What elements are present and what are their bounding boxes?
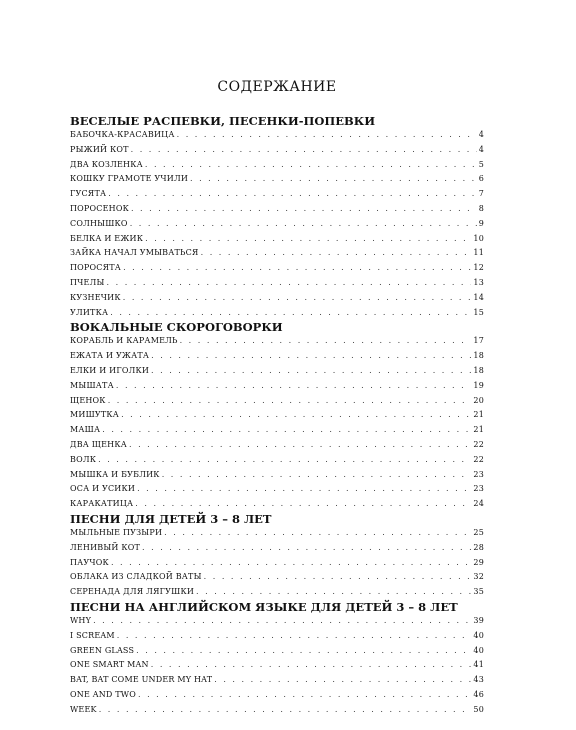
toc-section [70,320,484,512]
toc-entry-page: 17 [473,336,484,346]
dot-leader [177,128,477,143]
dot-leader [116,379,472,394]
toc-entry [70,334,484,349]
dot-leader [135,497,471,512]
toc-entry-label: КАРАКАТИЦА [70,499,134,509]
toc-entry-page: 6 [478,174,484,184]
toc-entry-page: 22 [473,454,484,464]
toc-entry-label: ONE AND TWO [70,689,136,699]
dot-leader [145,232,471,247]
toc-entry-label: BAT, BAT COME UNDER MY HAT [70,675,213,685]
toc-entry-page: 4 [478,130,484,139]
dot-leader [131,143,477,158]
toc-entry [70,349,484,364]
toc-entry [70,202,484,217]
toc-entry-label: КОРАБЛЬ И КАРАМЕЛЬ [70,336,178,346]
toc-entry [70,658,484,673]
toc-entry-page: 18 [473,351,484,361]
dot-leader [196,585,471,600]
dot-leader [145,158,477,173]
toc-entry-page: 21 [473,410,484,420]
toc-entry-page: 9 [478,218,484,228]
toc-entry [70,688,484,703]
dot-leader [164,526,471,541]
toc-entry-label: ГУСЯТА [70,189,107,199]
toc-entry-page: 23 [473,484,484,494]
toc-entry [70,408,484,423]
dot-leader [142,541,471,556]
toc-entry-label: БЕЛКА И ЕЖИК [70,233,144,243]
toc-entry-label: WEEK [70,704,97,714]
toc-entry-page: 23 [473,469,484,479]
toc-entry [70,570,484,585]
toc-entry [70,379,484,394]
dot-leader [151,349,471,364]
toc-entry [70,644,484,659]
toc-entry-page: 35 [473,587,484,597]
toc-entry-page: 10 [473,233,484,243]
toc-entry-page: 11 [473,248,484,258]
toc-entry-page: 15 [473,307,484,317]
toc-entry-label: ОБЛАКА ИЗ СЛАДКОЙ ВАТЫ [70,572,202,582]
toc-entry [70,394,484,409]
dot-leader [123,291,472,306]
toc-entry-label: WHY [70,615,92,625]
dot-leader [138,688,471,703]
dot-leader [107,276,472,291]
toc-entry [70,556,484,571]
toc-entry-page: 8 [478,203,484,213]
dot-leader [117,629,472,644]
toc-entry-page: 20 [473,395,484,405]
toc-entry-label: РЫЖИЙ КОТ [70,144,129,154]
toc-entry-label: ЕЛКИ И ИГОЛКИ [70,365,150,375]
toc-section [70,600,484,718]
toc-entry [70,261,484,276]
toc-entry [70,526,484,541]
toc-entry-label: GREEN GLASS [70,645,135,655]
toc-entry-label: МЫШАТА [70,380,114,390]
toc-entry-label: ВОЛК [70,454,97,464]
toc-entry-label: ДВА ЩЕНКА [70,439,127,449]
toc-entry-label: I SCREAM [70,630,115,640]
toc-entry [70,703,484,718]
dot-leader [214,673,471,688]
toc-entry-label: ЗАЙКА НАЧАЛ УМЫВАТЬСЯ [70,248,199,258]
toc-entry-label: ЕЖАТА И УЖАТА [70,351,150,361]
toc-entry [70,306,484,321]
toc-entry-label: КУЗНЕЧИК [70,292,121,302]
toc-entry-label: МИШУТКА [70,410,120,420]
toc-entry-page: 40 [473,630,484,640]
toc-entry-label: МЫЛЬНЫЕ ПУЗЫРИ [70,527,163,537]
section-heading: ВЕСЕЛЫЕ РАСПЕВКИ, ПЕСЕНКИ-ПОПЕВКИ [70,114,376,128]
toc-entry [70,423,484,438]
toc-entry [70,497,484,512]
toc-entry-page: 29 [473,557,484,567]
toc-entry-page: 28 [473,542,484,552]
toc-entry [70,614,484,629]
toc-entry-label: БАБОЧКА-КРАСАВИЦА [70,130,175,139]
toc-entry-label: ПЧЕЛЫ [70,277,105,287]
toc-entry-page: 41 [473,660,484,670]
toc-entry [70,585,484,600]
toc-section [70,114,484,320]
page-title: СОДЕРЖАНИЕ [217,79,337,95]
toc-entry [70,276,484,291]
dot-leader [180,334,472,349]
toc-entry-page: 22 [473,439,484,449]
toc-entry-page: 46 [473,689,484,699]
dot-leader [110,306,471,321]
toc-entry-page: 21 [473,425,484,435]
toc-entry [70,246,484,261]
dot-leader [151,364,471,379]
toc-entry-page: 5 [478,159,484,169]
toc-entry [70,673,484,688]
toc-entry-label: ПОРОСЕНОК [70,203,129,213]
toc-entry [70,468,484,483]
toc-entry [70,172,484,187]
toc-entry [70,291,484,306]
toc-entry [70,364,484,379]
dot-leader [201,246,472,261]
toc-section [70,512,484,600]
toc-entry [70,438,484,453]
dot-leader [98,453,471,468]
toc-entry-page: 19 [473,380,484,390]
toc-entry-label: ЩЕНОК [70,395,106,405]
toc-entry-page: 13 [473,277,484,287]
dot-leader [136,644,471,659]
toc-entry-page: 43 [473,675,484,685]
dot-leader [108,394,472,409]
toc-entry-label: СЕРЕНАДА ДЛЯ ЛЯГУШКИ [70,587,195,597]
toc-entry [70,158,484,173]
toc-entry [70,217,484,232]
toc-entry-label: УЛИТКА [70,307,109,317]
dot-leader [131,202,477,217]
toc-entry-page: 24 [473,499,484,509]
toc-entry-page: 25 [473,527,484,537]
toc-entry [70,128,484,143]
dot-leader [111,556,471,571]
dot-leader [108,187,476,202]
dot-leader [130,217,477,232]
toc-entry-page: 7 [478,189,484,199]
toc-entry [70,541,484,556]
toc-entry-page: 50 [473,704,484,714]
dot-leader [121,408,471,423]
dot-leader [99,703,472,718]
table-of-contents [70,78,484,717]
toc-entry-page: 18 [473,365,484,375]
toc-entry-label: ЛЕНИВЫЙ КОТ [70,542,141,552]
toc-entry-label: КОШКУ ГРАМОТЕ УЧИЛИ [70,174,188,184]
toc-entry-page: 12 [473,263,484,273]
toc-entry-label: ПАУЧОК [70,557,109,567]
toc-body [70,114,484,717]
toc-entry-page: 32 [473,572,484,582]
dot-leader [93,614,471,629]
dot-leader [102,423,471,438]
toc-entry [70,143,484,158]
toc-entry-label: ОСА И УСИКИ [70,484,136,494]
section-heading: ПЕСНИ НА АНГЛИЙСКОМ ЯЗЫКЕ ДЛЯ ДЕТЕЙ 3 – 8 ЛЕТ [70,599,458,614]
dot-leader [162,468,472,483]
toc-entry-page: 14 [473,292,484,302]
dot-leader [190,172,477,187]
toc-entry-page: 4 [478,144,484,154]
toc-entry-page: 39 [473,615,484,625]
dot-leader [123,261,471,276]
toc-entry [70,232,484,247]
toc-entry [70,187,484,202]
section-heading: ВОКАЛЬНЫЕ СКОРОГОВОРКИ [70,320,283,335]
toc-entry [70,629,484,644]
toc-entry-label: ONE SMART MAN [70,660,149,670]
toc-entry [70,482,484,497]
toc-entry-page: 40 [473,645,484,655]
dot-leader [151,658,472,673]
dot-leader [137,482,471,497]
toc-entry-label: МАША [70,425,101,435]
toc-entry-label: СОЛНЫШКО [70,218,128,228]
dot-leader [129,438,471,453]
toc-entry-label: ДВА КОЗЛЕНКА [70,159,143,169]
dot-leader [204,570,472,585]
toc-entry-label: ПОРОСЯТА [70,263,122,273]
toc-entry-label: МЫШКА И БУБЛИК [70,469,160,479]
section-heading: ПЕСНИ ДЛЯ ДЕТЕЙ 3 – 8 ЛЕТ [70,511,272,526]
toc-entry [70,453,484,468]
